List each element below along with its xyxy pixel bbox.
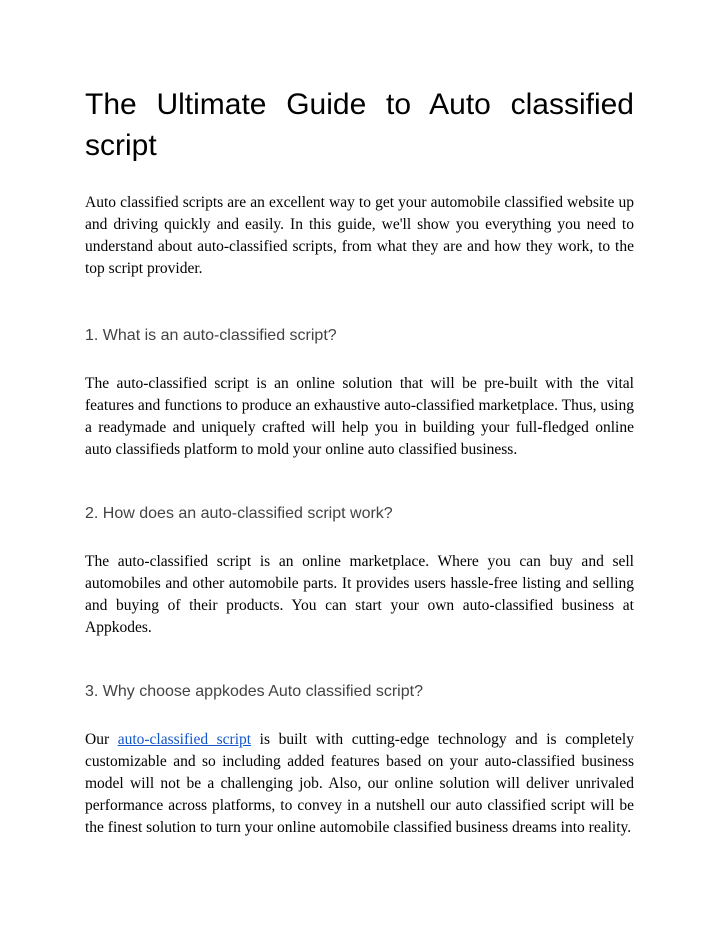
section-2-heading: 2. How does an auto-classified script work? <box>85 505 393 522</box>
intro-paragraph: Auto classified scripts are an excellent way to get your automobile classified website up and driving quickly and easily. In this guide, we'll show you everything you need to understand about auto-classified scripts, from what they are and how they work, to the top script provider. <box>85 194 634 277</box>
auto-classified-script-link[interactable]: auto-classified script <box>117 731 252 748</box>
document-content <box>85 84 634 839</box>
section-3-body-prefix: Our <box>85 731 118 748</box>
section-1-heading: 1. What is an auto-classified script? <box>85 327 337 344</box>
section-3-heading: 3. Why choose appkodes Auto classified script? <box>85 683 423 700</box>
document-title: The Ultimate Guide to Auto classified script <box>85 88 634 162</box>
section-1-body: The auto-classified script is an online solution that will be pre-built with the vital features and functions to produce an exhaustive auto-classified marketplace. Thus, using a readymade and uniquely crafted will help you in building your full-fledged online auto classifieds platform to mold your online auto classified business. <box>85 375 634 458</box>
section-3-body <box>85 729 634 839</box>
section-2-body: The auto-classified script is an online marketplace. Where you can buy and sell automobiles and other automobile parts. It provides users hassle-free listing and selling and buying of their products. You can start your own auto-classified business at Appkodes. <box>85 553 634 636</box>
section-3-body-suffix: is built with cutting-edge technology and is completely customizable and so including added features based on your auto-classified business model will not be a challenging job. Also, our online solution will deliver unrivaled performance across platforms, to convey in a nutshell our auto classified script will be the finest solution to turn your online automobile classified business dreams into reality. <box>85 731 634 836</box>
